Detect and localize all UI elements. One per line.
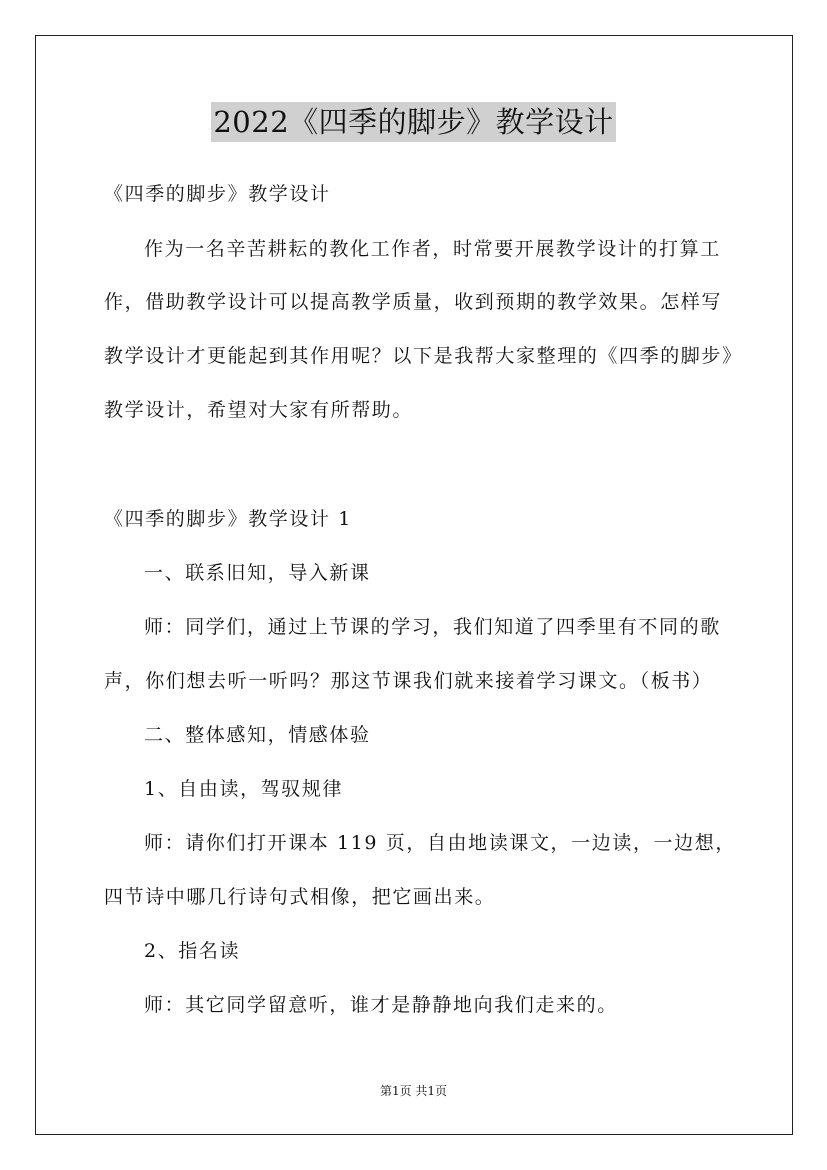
paragraph-line: 作，借助教学设计可以提高教学质量，收到预期的教学效果。怎样写 [104, 291, 723, 313]
paragraph-line: 声，你们想去听一听吗？那这节课我们就来接着学习课文。（板书） [104, 670, 713, 692]
paragraph-line: 师：其它同学留意听，谁才是静静地向我们走来的。 [144, 994, 618, 1016]
paragraph-line: 四节诗中哪几行诗句式相像，把它画出来。 [104, 886, 496, 908]
paragraph-line: 教学设计才更能起到其作用呢？以下是我帮大家整理的《四季的脚步》 [104, 345, 743, 367]
title-container [0, 102, 827, 142]
page-footer: 第1页 共1页 [379, 1084, 448, 1098]
section-heading: 《四季的脚步》教学设计 1 [104, 508, 352, 530]
subtitle-line: 《四季的脚步》教学设计 [104, 183, 331, 205]
paragraph-line: 师：请你们打开课本 119 页，自由地读课文，一边读，一边想， [144, 832, 736, 854]
paragraph-line: 作为一名辛苦耕耘的教化工作者，时常要开展教学设计的打算工 [144, 238, 721, 260]
subsection-heading: 二、整体感知，情感体验 [144, 724, 371, 746]
document-title: 2022《四季的脚步》教学设计 [211, 102, 615, 142]
paragraph-line: 教学设计，希望对大家有所帮助。 [104, 399, 414, 421]
subsection-heading: 一、联系旧知，导入新课 [144, 562, 371, 584]
paragraph-line: 师：同学们，通过上节课的学习，我们知道了四季里有不同的歌 [144, 616, 721, 638]
list-item: 1、自由读，驾驭规律 [144, 778, 344, 800]
list-item: 2、指名读 [144, 940, 241, 962]
